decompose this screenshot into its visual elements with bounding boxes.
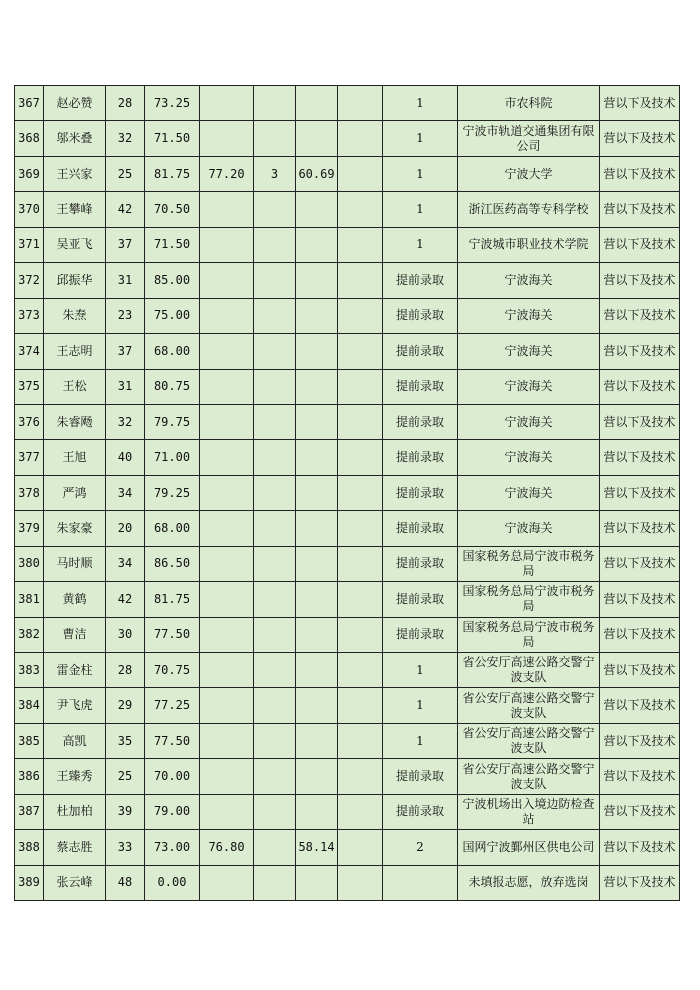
category-cell: 营以下及技术 bbox=[600, 86, 680, 121]
second-score-cell bbox=[200, 334, 254, 369]
age-cell: 39 bbox=[106, 794, 145, 829]
second-score-cell bbox=[200, 192, 254, 227]
name-cell: 王志明 bbox=[44, 334, 106, 369]
score-cell: 77.50 bbox=[145, 723, 200, 758]
blank-cell bbox=[338, 156, 383, 191]
third-score-cell bbox=[296, 546, 338, 581]
rank-cell bbox=[254, 830, 296, 865]
second-score-cell bbox=[200, 86, 254, 121]
status-cell: 1 bbox=[383, 192, 458, 227]
name-cell: 马时顺 bbox=[44, 546, 106, 581]
row-number-cell: 378 bbox=[15, 475, 44, 510]
age-cell: 31 bbox=[106, 369, 145, 404]
unit-cell: 宁波城市职业技术学院 bbox=[458, 227, 600, 262]
row-number-cell: 368 bbox=[15, 121, 44, 156]
third-score-cell bbox=[296, 121, 338, 156]
third-score-cell bbox=[296, 617, 338, 652]
row-number-cell: 381 bbox=[15, 582, 44, 617]
third-score-cell bbox=[296, 688, 338, 723]
score-cell: 79.75 bbox=[145, 404, 200, 439]
unit-cell: 宁波大学 bbox=[458, 156, 600, 191]
table-row bbox=[15, 156, 680, 191]
score-cell: 70.75 bbox=[145, 653, 200, 688]
second-score-cell bbox=[200, 227, 254, 262]
row-number-cell: 383 bbox=[15, 653, 44, 688]
third-score-cell bbox=[296, 759, 338, 794]
name-cell: 尹飞虎 bbox=[44, 688, 106, 723]
second-score-cell bbox=[200, 298, 254, 333]
status-cell: 1 bbox=[383, 121, 458, 156]
name-cell: 严鸿 bbox=[44, 475, 106, 510]
third-score-cell bbox=[296, 511, 338, 546]
name-cell: 黄鹤 bbox=[44, 582, 106, 617]
status-cell: 提前录取 bbox=[383, 546, 458, 581]
name-cell: 朱家豪 bbox=[44, 511, 106, 546]
rank-cell bbox=[254, 369, 296, 404]
category-cell: 营以下及技术 bbox=[600, 192, 680, 227]
name-cell: 邱振华 bbox=[44, 263, 106, 298]
status-cell: 提前录取 bbox=[383, 759, 458, 794]
name-cell: 曹洁 bbox=[44, 617, 106, 652]
third-score-cell bbox=[296, 475, 338, 510]
category-cell: 营以下及技术 bbox=[600, 369, 680, 404]
row-number-cell: 387 bbox=[15, 794, 44, 829]
rank-cell bbox=[254, 440, 296, 475]
second-score-cell bbox=[200, 582, 254, 617]
blank-cell bbox=[338, 688, 383, 723]
row-number-cell: 385 bbox=[15, 723, 44, 758]
unit-cell: 宁波海关 bbox=[458, 511, 600, 546]
category-cell: 营以下及技术 bbox=[600, 263, 680, 298]
row-number-cell: 388 bbox=[15, 830, 44, 865]
rank-cell bbox=[254, 723, 296, 758]
row-number-cell: 380 bbox=[15, 546, 44, 581]
unit-cell: 浙江医药高等专科学校 bbox=[458, 192, 600, 227]
second-score-cell bbox=[200, 404, 254, 439]
category-cell: 营以下及技术 bbox=[600, 723, 680, 758]
status-cell: 1 bbox=[383, 156, 458, 191]
row-number-cell: 374 bbox=[15, 334, 44, 369]
status-cell: 提前录取 bbox=[383, 263, 458, 298]
second-score-cell bbox=[200, 794, 254, 829]
second-score-cell: 76.80 bbox=[200, 830, 254, 865]
rank-cell bbox=[254, 582, 296, 617]
score-cell: 75.00 bbox=[145, 298, 200, 333]
category-cell: 营以下及技术 bbox=[600, 475, 680, 510]
table-row bbox=[15, 86, 680, 121]
second-score-cell bbox=[200, 475, 254, 510]
second-score-cell bbox=[200, 723, 254, 758]
row-number-cell: 379 bbox=[15, 511, 44, 546]
unit-cell: 国家税务总局宁波市税务局 bbox=[458, 617, 600, 652]
status-cell: 提前录取 bbox=[383, 334, 458, 369]
rank-cell bbox=[254, 475, 296, 510]
age-cell: 29 bbox=[106, 688, 145, 723]
table-row bbox=[15, 688, 680, 723]
status-cell: 1 bbox=[383, 653, 458, 688]
table-row bbox=[15, 794, 680, 829]
blank-cell bbox=[338, 192, 383, 227]
status-cell: 提前录取 bbox=[383, 511, 458, 546]
category-cell: 营以下及技术 bbox=[600, 511, 680, 546]
unit-cell: 宁波海关 bbox=[458, 263, 600, 298]
row-number-cell: 377 bbox=[15, 440, 44, 475]
age-cell: 25 bbox=[106, 156, 145, 191]
table-row bbox=[15, 759, 680, 794]
rank-cell bbox=[254, 546, 296, 581]
second-score-cell bbox=[200, 440, 254, 475]
rank-cell bbox=[254, 263, 296, 298]
unit-cell: 未填报志愿，放弃选岗 bbox=[458, 865, 600, 900]
table-row bbox=[15, 121, 680, 156]
rank-cell bbox=[254, 617, 296, 652]
row-number-cell: 382 bbox=[15, 617, 44, 652]
unit-cell: 宁波机场出入境边防检查站 bbox=[458, 794, 600, 829]
score-cell: 80.75 bbox=[145, 369, 200, 404]
unit-cell: 省公安厅高速公路交警宁波支队 bbox=[458, 653, 600, 688]
name-cell: 王臻秀 bbox=[44, 759, 106, 794]
blank-cell bbox=[338, 369, 383, 404]
blank-cell bbox=[338, 546, 383, 581]
table-row bbox=[15, 723, 680, 758]
status-cell: 提前录取 bbox=[383, 582, 458, 617]
second-score-cell bbox=[200, 546, 254, 581]
score-cell: 0.00 bbox=[145, 865, 200, 900]
status-cell: 1 bbox=[383, 688, 458, 723]
status-cell: 提前录取 bbox=[383, 298, 458, 333]
rank-cell bbox=[254, 298, 296, 333]
table-row bbox=[15, 617, 680, 652]
unit-cell: 国家税务总局宁波市税务局 bbox=[458, 546, 600, 581]
table-body bbox=[15, 86, 680, 901]
third-score-cell bbox=[296, 263, 338, 298]
rank-cell bbox=[254, 759, 296, 794]
table-row bbox=[15, 263, 680, 298]
second-score-cell bbox=[200, 617, 254, 652]
row-number-cell: 384 bbox=[15, 688, 44, 723]
row-number-cell: 372 bbox=[15, 263, 44, 298]
age-cell: 33 bbox=[106, 830, 145, 865]
age-cell: 23 bbox=[106, 298, 145, 333]
age-cell: 35 bbox=[106, 723, 145, 758]
score-cell: 68.00 bbox=[145, 511, 200, 546]
blank-cell bbox=[338, 86, 383, 121]
rank-cell bbox=[254, 334, 296, 369]
third-score-cell bbox=[296, 440, 338, 475]
blank-cell bbox=[338, 121, 383, 156]
rank-cell bbox=[254, 227, 296, 262]
row-number-cell: 373 bbox=[15, 298, 44, 333]
second-score-cell: 77.20 bbox=[200, 156, 254, 191]
score-cell: 77.25 bbox=[145, 688, 200, 723]
category-cell: 营以下及技术 bbox=[600, 617, 680, 652]
table-row bbox=[15, 511, 680, 546]
third-score-cell: 60.69 bbox=[296, 156, 338, 191]
category-cell: 营以下及技术 bbox=[600, 298, 680, 333]
blank-cell bbox=[338, 334, 383, 369]
status-cell: 提前录取 bbox=[383, 369, 458, 404]
rank-cell: 3 bbox=[254, 156, 296, 191]
name-cell: 高凯 bbox=[44, 723, 106, 758]
status-cell: 提前录取 bbox=[383, 440, 458, 475]
name-cell: 张云峰 bbox=[44, 865, 106, 900]
status-cell: 提前录取 bbox=[383, 617, 458, 652]
score-cell: 79.00 bbox=[145, 794, 200, 829]
third-score-cell: 58.14 bbox=[296, 830, 338, 865]
score-cell: 71.00 bbox=[145, 440, 200, 475]
unit-cell: 省公安厅高速公路交警宁波支队 bbox=[458, 759, 600, 794]
category-cell: 营以下及技术 bbox=[600, 865, 680, 900]
rank-cell bbox=[254, 794, 296, 829]
name-cell: 王攀峰 bbox=[44, 192, 106, 227]
status-cell: 1 bbox=[383, 86, 458, 121]
third-score-cell bbox=[296, 794, 338, 829]
name-cell: 邬米叠 bbox=[44, 121, 106, 156]
row-number-cell: 371 bbox=[15, 227, 44, 262]
status-cell: 1 bbox=[383, 227, 458, 262]
unit-cell: 宁波海关 bbox=[458, 475, 600, 510]
third-score-cell bbox=[296, 723, 338, 758]
table-row bbox=[15, 653, 680, 688]
blank-cell bbox=[338, 227, 383, 262]
name-cell: 赵必赞 bbox=[44, 86, 106, 121]
category-cell: 营以下及技术 bbox=[600, 759, 680, 794]
unit-cell: 市农科院 bbox=[458, 86, 600, 121]
blank-cell bbox=[338, 723, 383, 758]
rank-cell bbox=[254, 404, 296, 439]
name-cell: 蔡志胜 bbox=[44, 830, 106, 865]
category-cell: 营以下及技术 bbox=[600, 546, 680, 581]
table-row bbox=[15, 192, 680, 227]
table-row bbox=[15, 334, 680, 369]
category-cell: 营以下及技术 bbox=[600, 334, 680, 369]
score-cell: 71.50 bbox=[145, 121, 200, 156]
status-cell: 提前录取 bbox=[383, 404, 458, 439]
unit-cell: 宁波海关 bbox=[458, 404, 600, 439]
age-cell: 20 bbox=[106, 511, 145, 546]
age-cell: 48 bbox=[106, 865, 145, 900]
row-number-cell: 367 bbox=[15, 86, 44, 121]
table-row bbox=[15, 369, 680, 404]
score-cell: 73.25 bbox=[145, 86, 200, 121]
third-score-cell bbox=[296, 298, 338, 333]
score-cell: 79.25 bbox=[145, 475, 200, 510]
unit-cell: 国网宁波鄞州区供电公司 bbox=[458, 830, 600, 865]
table-row bbox=[15, 546, 680, 581]
third-score-cell bbox=[296, 653, 338, 688]
third-score-cell bbox=[296, 227, 338, 262]
blank-cell bbox=[338, 830, 383, 865]
status-cell: 1 bbox=[383, 723, 458, 758]
category-cell: 营以下及技术 bbox=[600, 830, 680, 865]
rank-cell bbox=[254, 865, 296, 900]
third-score-cell bbox=[296, 192, 338, 227]
row-number-cell: 375 bbox=[15, 369, 44, 404]
age-cell: 28 bbox=[106, 86, 145, 121]
status-cell: 2 bbox=[383, 830, 458, 865]
blank-cell bbox=[338, 298, 383, 333]
third-score-cell bbox=[296, 334, 338, 369]
score-cell: 71.50 bbox=[145, 227, 200, 262]
category-cell: 营以下及技术 bbox=[600, 653, 680, 688]
name-cell: 朱焘 bbox=[44, 298, 106, 333]
rank-cell bbox=[254, 511, 296, 546]
unit-cell: 宁波海关 bbox=[458, 369, 600, 404]
age-cell: 30 bbox=[106, 617, 145, 652]
blank-cell bbox=[338, 582, 383, 617]
second-score-cell bbox=[200, 865, 254, 900]
second-score-cell bbox=[200, 759, 254, 794]
age-cell: 42 bbox=[106, 582, 145, 617]
age-cell: 28 bbox=[106, 653, 145, 688]
blank-cell bbox=[338, 475, 383, 510]
unit-cell: 宁波海关 bbox=[458, 298, 600, 333]
score-cell: 70.50 bbox=[145, 192, 200, 227]
score-cell: 86.50 bbox=[145, 546, 200, 581]
score-cell: 73.00 bbox=[145, 830, 200, 865]
rank-cell bbox=[254, 688, 296, 723]
status-cell: 提前录取 bbox=[383, 475, 458, 510]
table-row bbox=[15, 475, 680, 510]
third-score-cell bbox=[296, 582, 338, 617]
blank-cell bbox=[338, 865, 383, 900]
category-cell: 营以下及技术 bbox=[600, 794, 680, 829]
blank-cell bbox=[338, 794, 383, 829]
third-score-cell bbox=[296, 404, 338, 439]
table-row bbox=[15, 865, 680, 900]
age-cell: 32 bbox=[106, 404, 145, 439]
score-cell: 81.75 bbox=[145, 582, 200, 617]
blank-cell bbox=[338, 511, 383, 546]
unit-cell: 省公安厅高速公路交警宁波支队 bbox=[458, 688, 600, 723]
category-cell: 营以下及技术 bbox=[600, 156, 680, 191]
category-cell: 营以下及技术 bbox=[600, 121, 680, 156]
name-cell: 吴亚飞 bbox=[44, 227, 106, 262]
age-cell: 37 bbox=[106, 227, 145, 262]
second-score-cell bbox=[200, 511, 254, 546]
table-row bbox=[15, 298, 680, 333]
age-cell: 25 bbox=[106, 759, 145, 794]
unit-cell: 宁波海关 bbox=[458, 334, 600, 369]
age-cell: 34 bbox=[106, 546, 145, 581]
table-row bbox=[15, 440, 680, 475]
rank-cell bbox=[254, 192, 296, 227]
name-cell: 王兴家 bbox=[44, 156, 106, 191]
score-cell: 85.00 bbox=[145, 263, 200, 298]
rank-cell bbox=[254, 653, 296, 688]
row-number-cell: 389 bbox=[15, 865, 44, 900]
category-cell: 营以下及技术 bbox=[600, 688, 680, 723]
second-score-cell bbox=[200, 369, 254, 404]
second-score-cell bbox=[200, 121, 254, 156]
blank-cell bbox=[338, 617, 383, 652]
status-cell: 提前录取 bbox=[383, 794, 458, 829]
row-number-cell: 386 bbox=[15, 759, 44, 794]
blank-cell bbox=[338, 404, 383, 439]
table-row bbox=[15, 582, 680, 617]
name-cell: 朱睿飏 bbox=[44, 404, 106, 439]
blank-cell bbox=[338, 653, 383, 688]
category-cell: 营以下及技术 bbox=[600, 404, 680, 439]
table-row bbox=[15, 404, 680, 439]
score-cell: 77.50 bbox=[145, 617, 200, 652]
unit-cell: 国家税务总局宁波市税务局 bbox=[458, 582, 600, 617]
name-cell: 杜加柏 bbox=[44, 794, 106, 829]
second-score-cell bbox=[200, 688, 254, 723]
age-cell: 34 bbox=[106, 475, 145, 510]
unit-cell: 省公安厅高速公路交警宁波支队 bbox=[458, 723, 600, 758]
personnel-table bbox=[14, 85, 680, 901]
name-cell: 王旭 bbox=[44, 440, 106, 475]
table-row bbox=[15, 227, 680, 262]
row-number-cell: 369 bbox=[15, 156, 44, 191]
third-score-cell bbox=[296, 86, 338, 121]
name-cell: 王松 bbox=[44, 369, 106, 404]
rank-cell bbox=[254, 121, 296, 156]
second-score-cell bbox=[200, 653, 254, 688]
name-cell: 雷金柱 bbox=[44, 653, 106, 688]
category-cell: 营以下及技术 bbox=[600, 440, 680, 475]
blank-cell bbox=[338, 759, 383, 794]
category-cell: 营以下及技术 bbox=[600, 227, 680, 262]
age-cell: 37 bbox=[106, 334, 145, 369]
rank-cell bbox=[254, 86, 296, 121]
age-cell: 40 bbox=[106, 440, 145, 475]
blank-cell bbox=[338, 440, 383, 475]
age-cell: 31 bbox=[106, 263, 145, 298]
score-cell: 68.00 bbox=[145, 334, 200, 369]
third-score-cell bbox=[296, 369, 338, 404]
second-score-cell bbox=[200, 263, 254, 298]
blank-cell bbox=[338, 263, 383, 298]
status-cell bbox=[383, 865, 458, 900]
unit-cell: 宁波海关 bbox=[458, 440, 600, 475]
row-number-cell: 376 bbox=[15, 404, 44, 439]
category-cell: 营以下及技术 bbox=[600, 582, 680, 617]
age-cell: 42 bbox=[106, 192, 145, 227]
table-row bbox=[15, 830, 680, 865]
score-cell: 81.75 bbox=[145, 156, 200, 191]
score-cell: 70.00 bbox=[145, 759, 200, 794]
row-number-cell: 370 bbox=[15, 192, 44, 227]
age-cell: 32 bbox=[106, 121, 145, 156]
third-score-cell bbox=[296, 865, 338, 900]
unit-cell: 宁波市轨道交通集团有限公司 bbox=[458, 121, 600, 156]
